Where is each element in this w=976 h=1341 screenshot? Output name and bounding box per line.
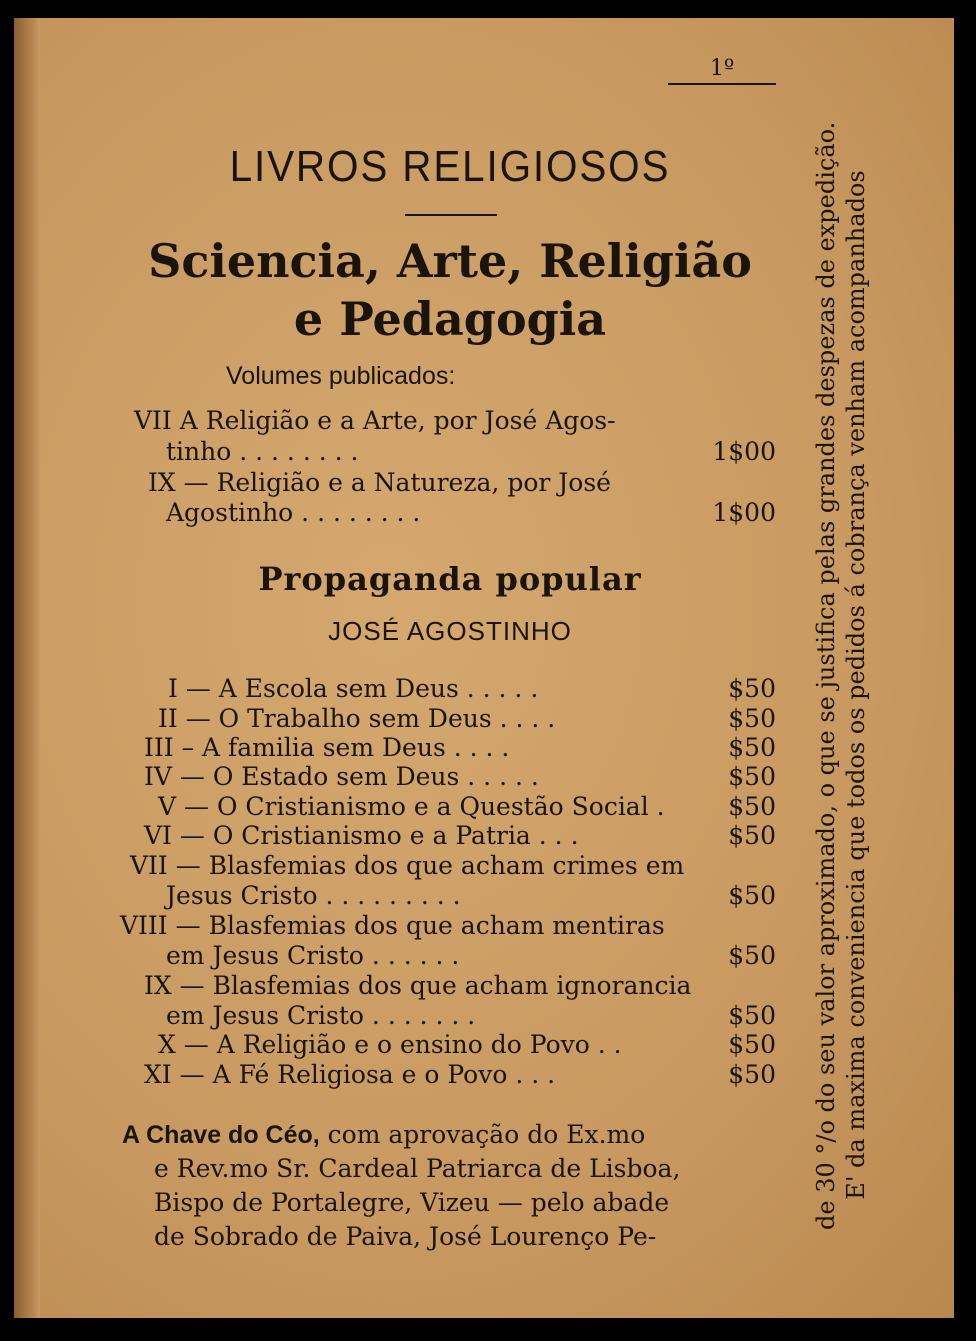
volume-line: Agostinho . . . . . . . .	[166, 498, 421, 527]
list-item: V — O Cristianismo e a Questão Social .	[158, 792, 665, 821]
series-title-line2: e Pedagogia	[293, 292, 607, 346]
series-title-line1: Sciencia, Arte, Religião	[148, 234, 752, 288]
side-note-line2: de 30 °/o do seu valor aproximado, o que se justifica pelas grandes despezas de expedição.	[812, 121, 840, 1230]
item-price: $50	[728, 1030, 776, 1059]
list-item: I — A Escola sem Deus . . . . .	[168, 674, 539, 703]
list-item-continued: em Jesus Cristo . . . . . . .	[166, 1001, 476, 1030]
item-price: $50	[728, 792, 776, 821]
list-item: XI — A Fé Religiosa e o Povo . . .	[144, 1060, 556, 1089]
divider	[405, 214, 497, 216]
author-name: JOSÉ AGOSTINHO	[328, 616, 572, 646]
list-item: IX — Blasfemias dos que acham ignorancia	[144, 971, 692, 1000]
chave-line1	[122, 1118, 682, 1152]
item-price: $50	[728, 821, 776, 850]
volume-line: tinho . . . . . . . .	[166, 437, 359, 466]
side-note	[808, 121, 870, 1230]
chave-line2: e Rev.mo Sr. Cardeal Patriarca de Lisboa,	[154, 1154, 681, 1183]
item-price: $50	[728, 674, 776, 703]
volume-line: IX — Religião e a Natureza, por José	[148, 468, 611, 497]
list-item: VIII — Blasfemias dos que acham mentiras	[120, 911, 665, 940]
section-heading: LIVROS RELIGIOSOS	[229, 142, 671, 191]
item-price: $50	[728, 1001, 776, 1030]
propaganda-heading: Propaganda popular	[258, 560, 642, 598]
item-price: $50	[728, 941, 776, 970]
volumes-label: Volumes publicados:	[226, 362, 456, 390]
list-item: III – A familia sem Deus . . . .	[144, 733, 510, 762]
volume-line: VII A Religião e a Arte, por José Agos-	[134, 406, 616, 435]
chave-entry	[122, 1118, 682, 1254]
item-price: $50	[728, 762, 776, 791]
side-note-line1: E' da maxima conveniencia que todos os pedidos á cobrança venham acompanhados	[842, 170, 870, 1200]
chave-line3: Bispo de Portalegre, Vizeu — pelo abade	[154, 1188, 670, 1217]
list-item: VI — O Cristianismo e a Patria . . .	[144, 821, 579, 850]
page-number: 1º	[668, 56, 776, 85]
list-item: II — O Trabalho sem Deus . . . .	[158, 704, 556, 733]
list-item-continued: Jesus Cristo . . . . . . . . .	[166, 881, 461, 910]
series-title	[0, 232, 900, 348]
volume-price: 1$00	[712, 437, 776, 466]
list-item: X — A Religião e o ensino do Povo . .	[158, 1030, 622, 1059]
chave-line4: de Sobrado de Paiva, José Lourenço Pe-	[154, 1222, 657, 1251]
item-price: $50	[728, 881, 776, 910]
list-item: VII — Blasfemias dos que acham crimes em	[130, 851, 685, 880]
binding-edge	[14, 18, 40, 1318]
item-price: $50	[728, 1060, 776, 1089]
item-price: $50	[728, 704, 776, 733]
list-item: IV — O Estado sem Deus . . . . .	[144, 762, 539, 791]
chave-title: A Chave do Céo,	[122, 1121, 320, 1149]
list-item-continued: em Jesus Cristo . . . . . .	[166, 941, 460, 970]
chave-line1-rest: com aprovação do Ex.mo	[319, 1120, 646, 1149]
volume-price: 1$00	[712, 498, 776, 527]
item-price: $50	[728, 733, 776, 762]
